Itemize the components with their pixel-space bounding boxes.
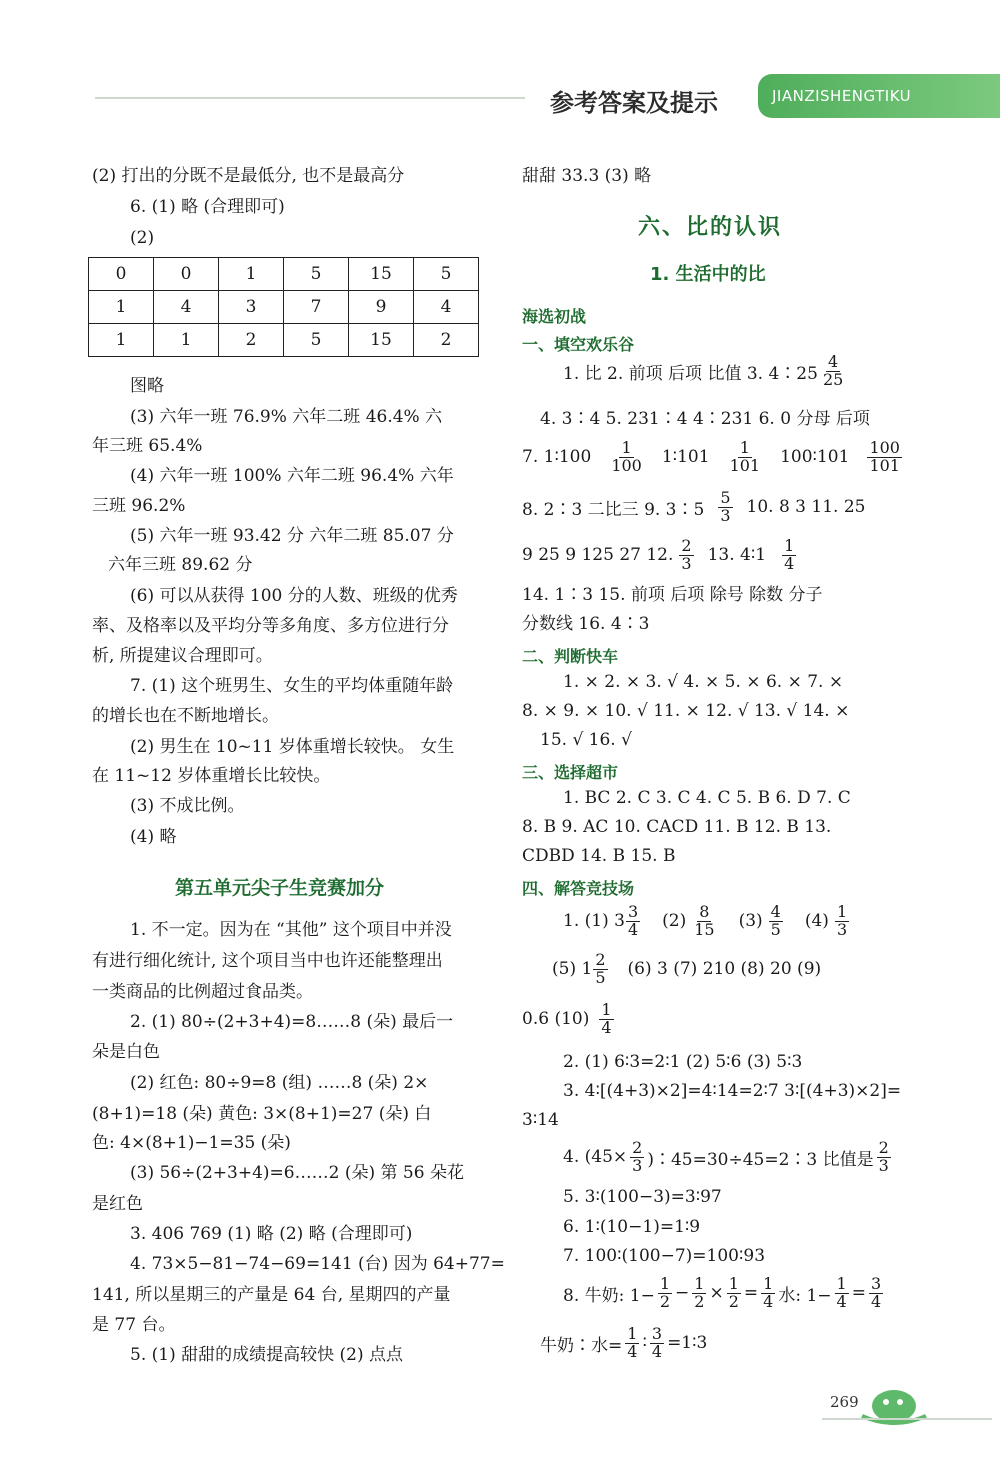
table-cell: 9 xyxy=(349,291,414,324)
left-line-6: 年三班 65.4% xyxy=(92,436,203,456)
denominator: 4 xyxy=(870,1291,882,1311)
answer-text: 15. √ 16. √ xyxy=(540,730,632,750)
numerator: 8 xyxy=(699,902,710,921)
left-text: 一类商品的比例超过食品类。 xyxy=(92,982,313,1002)
left-line-7: (4) 六年一班 100% 六年二班 96.4% 六年 xyxy=(130,466,454,486)
left-line-1: (2) 打出的分既不是最低分, 也不是最高分 xyxy=(92,166,405,186)
denominator: 2 xyxy=(694,1291,705,1311)
denominator: 3 xyxy=(681,553,692,573)
answer-text: 4. (45× xyxy=(563,1147,628,1168)
answer-text: =1∶3 xyxy=(667,1333,708,1354)
section-choice: 三、选择超市 xyxy=(522,763,619,782)
chapter-title: 六、比的认识 xyxy=(638,215,783,240)
answer-text: 7. 100∶(100−7)=100∶93 xyxy=(563,1246,766,1266)
answer-text: − xyxy=(675,1283,690,1304)
denominator: 101 xyxy=(729,455,761,475)
table-row xyxy=(89,258,479,291)
denominator: 2 xyxy=(728,1291,739,1311)
denominator: 4 xyxy=(601,1017,612,1037)
answer-text: 8. × 9. × 10. √ 11. × 12. √ 13. √ 14. × xyxy=(522,701,850,721)
left-text: (3) 56÷(2+3+4)=6……2 (朵) 第 56 朵花 xyxy=(130,1163,464,1183)
fraction xyxy=(727,1276,741,1311)
answer-text: 14. 1∶3 15. 前项 后项 除号 除数 分子 xyxy=(522,585,823,605)
denominator: 5 xyxy=(595,967,606,987)
fraction xyxy=(821,354,845,389)
left-line-10: 六年三班 89.62 分 xyxy=(108,555,253,575)
table-cell: 3 xyxy=(219,291,284,324)
left-line-17: 在 11~12 岁体重增长比较快。 xyxy=(92,766,331,786)
numerator: 3 xyxy=(627,902,639,921)
left-line-16: (2) 男生在 10~11 岁体重增长较快。 女生 xyxy=(130,737,455,757)
fraction xyxy=(626,904,640,939)
answer-text: 100∶101 xyxy=(780,447,850,468)
fraction xyxy=(679,538,693,573)
section-judge: 二、判断快车 xyxy=(522,647,619,666)
fraction xyxy=(761,1276,775,1311)
section-title-unit5: 第五单元尖子生竞赛加分 xyxy=(175,877,385,899)
header-rule xyxy=(95,97,525,99)
answer-text: 8. 2∶3 二比三 9. 3∶5 xyxy=(522,499,705,520)
answer-table xyxy=(88,257,479,357)
answer-text: 8. B 9. AC 10. CACD 11. B 12. B 13. xyxy=(522,817,832,837)
fraction xyxy=(835,904,849,939)
left-line-14: 7. (1) 这个班男生、女生的平均体重随年龄 xyxy=(130,676,454,696)
table-cell: 2 xyxy=(414,324,479,357)
section-fill: 一、填空欢乐谷 xyxy=(522,335,635,354)
left-text: 是 77 台。 xyxy=(92,1315,176,1335)
fraction xyxy=(630,1140,644,1175)
table-cell: 5 xyxy=(284,258,349,291)
numerator: 1 xyxy=(739,438,750,457)
mascot-logo-icon xyxy=(822,1378,992,1468)
table-cell: 0 xyxy=(89,258,154,291)
answer-text: 6. 1∶(10−1)=1∶9 xyxy=(563,1217,701,1237)
answer-text: 0.6 (10) xyxy=(522,1009,590,1030)
denominator: 3 xyxy=(878,1155,889,1175)
answer-text: (2) xyxy=(662,911,687,932)
left-line-5: (3) 六年一班 76.9% 六年二班 46.4% 六 xyxy=(130,407,443,427)
table-cell: 5 xyxy=(414,258,479,291)
denominator: 4 xyxy=(627,919,639,939)
answer-text: 分数线 16. 4∶3 xyxy=(522,614,650,634)
left-line-15: 的增长也在不断地增长。 xyxy=(92,706,279,726)
left-line-4: 图略 xyxy=(130,376,164,396)
left-text: 5. (1) 甜甜的成绩提高较快 (2) 点点 xyxy=(130,1345,403,1365)
numerator: 1 xyxy=(836,1274,847,1293)
answer-text: 5. 3∶(100−3)=3∶97 xyxy=(563,1187,722,1207)
numerator: 1 xyxy=(763,1274,774,1293)
answer-row xyxy=(563,1276,886,1311)
answer-text: (3) xyxy=(738,911,763,932)
lesson-title: 1. 生活中的比 xyxy=(650,264,766,285)
numerator: 3 xyxy=(870,1274,882,1293)
table-cell: 4 xyxy=(414,291,479,324)
answer-text: CDBD 14. B 15. B xyxy=(522,846,676,866)
numerator: 1 xyxy=(784,536,795,555)
answer-row xyxy=(522,1002,617,1037)
answer-text: 10. 8 3 11. 25 xyxy=(746,497,866,518)
fraction xyxy=(835,1276,849,1311)
answer-row xyxy=(552,952,821,987)
denominator: 4 xyxy=(836,1291,847,1311)
table-row xyxy=(89,324,479,357)
right-line-0: 甜甜 33.3 (3) 略 xyxy=(522,166,652,186)
answer-text: (4) xyxy=(804,911,829,932)
denominator: 3 xyxy=(720,505,731,525)
section-solve: 四、解答竞技场 xyxy=(522,879,635,898)
left-text: 3. 406 769 (1) 略 (2) 略 (合理即可) xyxy=(130,1224,413,1244)
table-cell: 1 xyxy=(154,324,219,357)
left-text: 有进行细化统计, 这个项目当中也许还能整理出 xyxy=(92,951,443,971)
numerator: 4 xyxy=(770,902,781,921)
answer-text: = xyxy=(743,1283,759,1304)
answer-text: 8. 牛奶: 1− xyxy=(563,1285,655,1306)
left-line-12: 率、及格率以及平均分等多角度、多方位进行分 xyxy=(92,616,449,636)
answer-text: ∶ xyxy=(642,1333,647,1354)
fraction xyxy=(609,440,644,475)
fraction xyxy=(599,1002,613,1037)
left-text: 是红色 xyxy=(92,1194,143,1214)
answer-text: = xyxy=(851,1283,866,1304)
answer-text: 2. (1) 6∶3=2∶1 (2) 5∶6 (3) 5∶3 xyxy=(563,1052,803,1072)
numerator: 1 xyxy=(728,1274,739,1293)
subheading: 海选初战 xyxy=(522,307,587,326)
fraction xyxy=(650,1326,664,1361)
page-number: 269 xyxy=(830,1393,859,1411)
answer-text: 1. × 2. × 3. √ 4. × 5. × 6. × 7. × xyxy=(563,672,844,692)
header-title: 参考答案及提示 xyxy=(550,89,718,117)
answer-text: 9 25 9 125 27 12. xyxy=(522,545,674,566)
answer-text: 1∶101 xyxy=(661,447,710,468)
answer-row xyxy=(563,354,848,389)
left-line-19: (4) 略 xyxy=(130,827,177,847)
table-cell: 2 xyxy=(219,324,284,357)
left-text: 141, 所以星期三的产量是 64 台, 星期四的产量 xyxy=(92,1285,451,1305)
denominator: 4 xyxy=(627,1341,638,1361)
answer-text: 1. 比 2. 前项 后项 比值 3. 4∶25 xyxy=(563,363,818,384)
header-badge: JIANZISHENGTIKU xyxy=(758,74,1000,118)
numerator: 2 xyxy=(878,1138,889,1157)
numerator: 1 xyxy=(659,1274,671,1293)
fraction xyxy=(769,904,783,939)
fraction xyxy=(692,904,716,939)
left-text: 1. 不一定。因为在 “其他” 这个项目中并没 xyxy=(130,920,452,940)
left-text: 朵是白色 xyxy=(92,1042,160,1062)
numerator: 1 xyxy=(694,1274,705,1293)
table-cell: 15 xyxy=(349,258,414,291)
answer-row xyxy=(563,1140,894,1175)
fraction xyxy=(625,1326,639,1361)
table-cell: 1 xyxy=(219,258,284,291)
answer-row xyxy=(563,904,852,939)
fraction xyxy=(593,952,607,987)
denominator: 2 xyxy=(659,1291,671,1311)
left-line-2: 6. (1) 略 (合理即可) xyxy=(130,197,285,217)
answer-text: 13. 4∶1 xyxy=(707,545,767,566)
fraction xyxy=(728,440,763,475)
numerator: 2 xyxy=(595,950,606,969)
denominator: 4 xyxy=(763,1291,774,1311)
table-row xyxy=(89,291,479,324)
answer-row xyxy=(540,1326,707,1361)
fraction xyxy=(782,538,796,573)
fraction xyxy=(867,440,902,475)
table-cell: 15 xyxy=(349,324,414,357)
denominator: 3 xyxy=(632,1155,643,1175)
denominator: 3 xyxy=(836,919,848,939)
fraction xyxy=(877,1140,891,1175)
answer-text: (6) 3 (7) 210 (8) 20 (9) xyxy=(627,959,822,980)
answer-text: 1. (1) 3 xyxy=(563,911,625,932)
table-cell: 7 xyxy=(284,291,349,324)
left-line-13: 析, 所提建议合理即可。 xyxy=(92,646,273,666)
numerator: 1 xyxy=(601,1000,612,1019)
answer-text: 4. 3∶4 5. 231∶4 4∶231 6. 0 分母 后项 xyxy=(540,409,870,429)
left-text: 2. (1) 80÷(2+3+4)=8……8 (朵) 最后一 xyxy=(130,1012,454,1032)
fraction xyxy=(718,490,732,525)
left-text: (2) 红色: 80÷9=8 (组) ……8 (朵) 2× xyxy=(130,1073,429,1093)
answer-text: 7. 1∶100 xyxy=(522,447,592,468)
denominator: 4 xyxy=(651,1341,663,1361)
left-line-3: (2) xyxy=(130,228,155,248)
numerator: 1 xyxy=(836,902,848,921)
left-text: (8+1)=18 (朵) 黄色: 3×(8+1)=27 (朵) 白 xyxy=(92,1104,432,1124)
table-cell: 0 xyxy=(154,258,219,291)
answer-text: 3∶14 xyxy=(522,1110,559,1130)
answer-text: (5) 1 xyxy=(552,959,593,980)
left-text: 色: 4×(8+1)−1=35 (朵) xyxy=(92,1133,291,1153)
numerator: 2 xyxy=(632,1138,643,1157)
table-cell: 1 xyxy=(89,291,154,324)
table-cell: 4 xyxy=(154,291,219,324)
numerator: 3 xyxy=(651,1324,663,1343)
fraction xyxy=(692,1276,706,1311)
denominator: 15 xyxy=(694,919,715,939)
table-cell: 1 xyxy=(89,324,154,357)
answer-text: 牛奶∶水= xyxy=(540,1335,623,1356)
left-text: 4. 73×5−81−74−69=141 (台) 因为 64+77= xyxy=(130,1254,505,1274)
numerator: 2 xyxy=(681,536,692,555)
left-line-11: (6) 可以从获得 100 分的人数、班级的优秀 xyxy=(130,586,458,606)
numerator: 4 xyxy=(828,352,839,371)
table-cell: 5 xyxy=(284,324,349,357)
answer-text: 3. 4∶[(4+3)×2]=4∶14=2∶7 3∶[(4+3)×2]= xyxy=(563,1081,902,1101)
denominator: 25 xyxy=(822,369,844,389)
numerator: 1 xyxy=(621,438,632,457)
left-line-18: (3) 不成比例。 xyxy=(130,796,245,816)
answer-text: × xyxy=(709,1283,724,1304)
denominator: 101 xyxy=(869,455,900,475)
answer-text: 1. BC 2. C 3. C 4. C 5. B 6. D 7. C xyxy=(563,788,851,808)
answer-row xyxy=(522,490,865,525)
fraction xyxy=(869,1276,883,1311)
denominator: 5 xyxy=(770,919,781,939)
answer-row xyxy=(522,538,799,573)
answer-text: 水: 1− xyxy=(778,1285,832,1306)
numerator: 5 xyxy=(720,488,731,507)
answer-row xyxy=(522,440,905,475)
fraction xyxy=(658,1276,672,1311)
left-line-8: 三班 96.2% xyxy=(92,496,186,516)
denominator: 100 xyxy=(611,455,642,475)
left-line-9: (5) 六年一班 93.42 分 六年二班 85.07 分 xyxy=(130,526,454,546)
numerator: 100 xyxy=(869,438,900,457)
answer-text: )∶45=30÷45=2∶3 比值是 xyxy=(647,1149,874,1170)
denominator: 4 xyxy=(784,553,795,573)
numerator: 1 xyxy=(627,1324,638,1343)
